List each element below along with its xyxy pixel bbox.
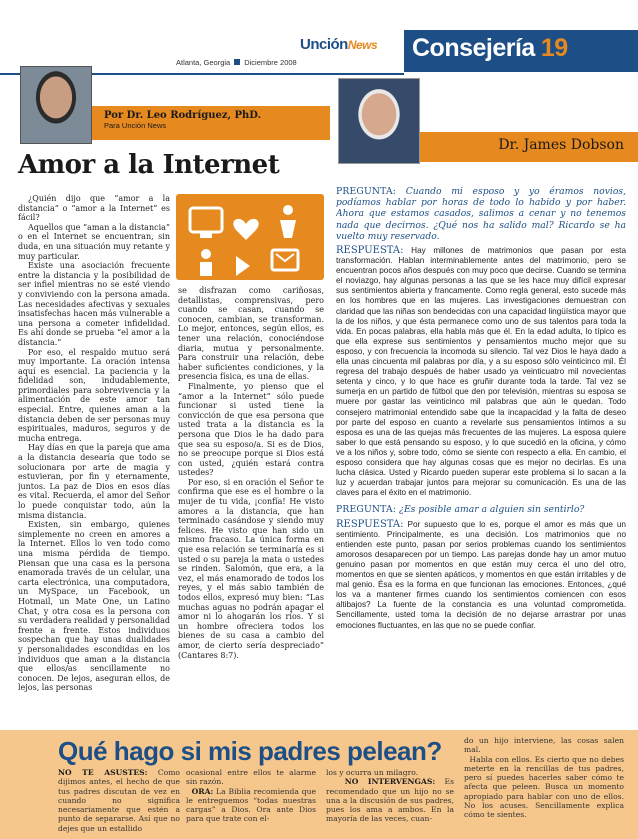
paragraph: Por eso, el respaldo mutuo será muy importante. La oración intensa aquí es esencial. La paciencia y la fidelidad son, indudablemente, primordiales para sobrevivencia y la alimentación de este amor tan especial. Entre, quienes aman a la distancia deben de ser personas muy espirituales, maduros, seguros y de mucha entrega. bbox=[18, 347, 170, 443]
answer-label: RESPUESTA: bbox=[336, 245, 404, 257]
question-label: PREGUNTA: bbox=[336, 186, 397, 197]
sidebar-column-4 bbox=[464, 736, 624, 834]
paragraph: Hay días en que la pareja que ama a la distancia desearía que todo se solucionara por arte de magia y estuvieran, por fin y eternamente, juntos. La paz de Dios en esos días es vital. Recuerda, el amor del Señor lo puede conquistar todo, aún la misma distancia. bbox=[18, 443, 170, 520]
author-org: Para Unción News bbox=[104, 121, 167, 130]
question-1 bbox=[336, 186, 626, 242]
answer-text: Hay millones de matrimonios que pasan por esta transformación. Hablan interminablemente antes del matrimonio, pero se encuentran pocos años después con muy poco que decirse. Cuando se termina el noviazgo, hay algunas personas a las que se les hace muy difícil expresar sus sentimientos abierta y francamente. Como regla general, esto sucede más en los hombres que en las mujeres. Las investigaciones demuestran con claridad que las niñas son bendecidas con una capacidad lingüística mayor que la de los niños, y que ésta permanece como uno de sus talentos para toda la vida. En pocas palabras, ella habla más que él. En la edad adulta, lo típico es que ella exprese sus sentimientos y pensamientos mucho mejor que su esposo, y con frecuencia la incomoda su silencio. Tal vez Dios le haya dado a ella unas cincuenta mil palabras por día, y a su esposo sólo veinticinco mil. Él regresa del trabajo después de haber usado ya veinticuatro mil novecientas setenta y cinco, y lo que hace es gruñir durante toda la tarde. Tal vez se sumerja en un partido de fútbol que den por televisión, mientras su esposa se muere por gastar las veinticinco mil palabras que aún le quedan. Todo consejero matrimonial entendido sabe que la incapacidad y la falta de deseo por parte del esposo en cuanto a revelarle sus pensamientos íntimos a su esposa es una de las quejas más frecuentes de las mujeres. La esposa quiere saber lo que está pensando su esposo, y lo que sucedió en la oficina, y cómo ve a los niños y, sobre todo, cómo se siente con respecto a ella. En cambio, el esposo considera que hay algunas cosas que es mejor no decirlas. Es una lucha clásica. Usted y Ricardo pueden superar este problema si lo sacan a la luz y acuerdan trabajar juntos para mejorar su comunicación. Es una de las claves para el éxito en el matrimonio. bbox=[336, 246, 626, 498]
tip-label: NO TE ASUSTES: bbox=[58, 768, 148, 777]
article-column-1 bbox=[18, 194, 170, 726]
tip-text: Como dijimos antes, el hecho de que tus padres discutan de vez en cuando no significa necesariamente que estén a punto de separarse. Así que no dejes que un estallido bbox=[58, 768, 180, 833]
sidebar-column-3 bbox=[326, 768, 454, 834]
author-photo bbox=[20, 66, 92, 144]
sidebar-box bbox=[0, 730, 638, 839]
header-location: Atlanta, Georgia bbox=[176, 58, 231, 67]
section-name: Consejería bbox=[412, 34, 535, 62]
internet-icons-graphic bbox=[176, 194, 324, 280]
paragraph: Finalmente, yo pienso que el “amor a la Internet” sólo puede funcionar si usted tiene la convicción de que esa persona que usted trata a la distancia es la persona que Dios le ha dado para que sea su esposo/a. Si es de Dios, no se preocupe porque si Dios está con usted, ¿quién estará contra ustedes? bbox=[178, 381, 324, 478]
author-byline bbox=[92, 106, 330, 140]
tip-text: Es recomendado que un hijo no se una a la discusión de sus padres, pues los ama a ambos. En la mayoría de las veces, cuan- bbox=[326, 777, 454, 824]
tip-text: Habla con ellos. Es cierto que no debes meterte en la rencillas de tus padres, pero sí puedes hacerles saber cómo te afecta que peleen. Busca un momento apropiado para hablar con uno de ellos. No los acuses. Sencillamente explica cómo te sientes. bbox=[464, 754, 624, 820]
paragraph: Existen, sin embargo, quienes simplemente no creen en amores a la Internet. Ellos lo ven todo como una misma pérdida de tiempo. Piensan que una casa es la persona enamorada través de un celular, una carta electrónica, una computadora, un MySpace, un Facebook, un Hotmail, un Mate One, un Latino Chat, y otra cosa es la persona con su verdadera realidad y personalidad frente a frente. Estos individuos sospechan que hay unas dualidades y personalidades escondidas en los individuos que aman a la distancia que ellos/as sencillamente no conocen. De lejos, aseguran ellos, de lejos, las personas bbox=[18, 520, 170, 693]
tip-text: do un hijo interviene, las cosas salen mal. bbox=[464, 736, 624, 755]
tip-text: La Biblia recomienda que le entreguemos “todas nuestras cargas” a Dios. Ora ante Dios para que trate con el- bbox=[186, 786, 316, 824]
columnist-photo bbox=[338, 78, 420, 164]
page-number: 19 bbox=[540, 34, 568, 62]
paragraph: Por eso, si en oración el Señor te confirma que ese es el hombre o la mujer de tu vida, ¡confía! He visto amores a la distancia, que han terminado casándose y siendo muy felices. He visto que han sido un mismo fracaso. La única forma en que esa relación se terminaría es si usted o su pareja la mata o ustedes se rinden. Salomón, que era, a la vez, el más enamorado de todos los reyes, y el más sabio también de todos ellos, expresó muy bien: “Las muchas aguas no podrán apagar el amor ni lo ahogarán los ríos. Y si un hombre ofreciera todos los bienes de su casa a cambio del amor, de cierto sería despreciado” (Cantares 8:7). bbox=[178, 477, 324, 660]
answer-text: Por supuesto que lo es, porque el amor es más que un sentimiento. Principalmente, es una decisión. Los matrimonios que no entienden este punto, pasan por serios problemas cuando los sentimientos amorosos desaparecen por un tiempo. Las parejas donde hay un amor mutuo genuino pasan por momentos en que están muy cerca el uno del otro, momentos en que se sienten apáticos, y momentos en que están irritables y de mal genio. Ésa es la forma en que funcionan las emociones. Entonces, ¿qué los va a mantener firmes cuando los sentimientos comiencen con esos altibajos? La fuente de la constancia es una voluntad comprometida. Sencillamente, usted toma la decisión de no dejarse arrastrar por unas emociones fluctuantes, en las que no se puede confiar. bbox=[336, 519, 626, 630]
qa-column bbox=[336, 186, 626, 726]
header-dateline bbox=[176, 58, 386, 67]
sidebar-column-1 bbox=[58, 768, 180, 834]
sidebar-title: Qué hago si mis padres pelean? bbox=[58, 736, 442, 766]
tip-text: los y ocurra un milagro. bbox=[326, 768, 419, 777]
paragraph: ¿Quién dijo que “amor a la distancia” o “amor a la Internet” es fácil? bbox=[18, 194, 170, 223]
question-label: PREGUNTA: bbox=[336, 504, 397, 516]
question-2 bbox=[336, 504, 626, 515]
paragraph: Aquellos que “aman a la distancia” o en el Internet se encuentran, sin duda, en una situación muy retante y muy particular. bbox=[18, 222, 170, 261]
article-column-2 bbox=[178, 286, 324, 726]
tip-label: ORA: bbox=[191, 786, 214, 796]
section-banner bbox=[404, 30, 638, 72]
header-date: Diciembre 2008 bbox=[244, 58, 297, 67]
columnist-name: Dr. James Dobson bbox=[420, 132, 638, 162]
tip-text: ocasional entre ellos te alarme sin razón. bbox=[186, 768, 316, 787]
brand-logo: UnciónNews bbox=[300, 36, 378, 53]
tip-label: NO INTERVENGAS: bbox=[344, 777, 436, 787]
paragraph: se disfrazan como cariñosas, detallistas, comprensivas, pero cuando se casan, cuando se conocen, cambian, se transforman. Lo mejor, entonces, según ellos, es tener una relación, conociéndose diaria, mutua y personalmente. Para construir una relación, debe haber suficientes condiciones, y la presencia física, es una de ellas. bbox=[178, 286, 324, 382]
answer-label: RESPUESTA: bbox=[336, 518, 404, 530]
author-name: Por Dr. Leo Rodríguez, PhD. bbox=[104, 110, 262, 121]
sidebar-column-2 bbox=[186, 768, 316, 834]
square-bullet-icon bbox=[234, 59, 240, 65]
paragraph: Existe una asociación frecuente entre la distancia y la posibilidad de ser infiel mientras no se esté viendo y conviviendo con la persona amada. Las necesidades afectivas y sexuales insatisfechas hacen más vulnerable a una persona a cometer infidelidad. Es ahí donde se prueba “el amor a la distancia.” bbox=[18, 261, 170, 347]
answer-2 bbox=[336, 520, 626, 631]
answer-1 bbox=[336, 246, 626, 498]
internet-love-illustration bbox=[176, 194, 324, 280]
question-text: Cuando mi esposo y yo éramos novios, podíamos hablar por horas de todo lo habido y por haber. Ahora que estamos casados, salimos a cenar y no tenemos nada que decirnos. ¿Qué nos ha salido mal? Ricardo se ha vuelto muy reservado. bbox=[336, 186, 626, 242]
question-text: ¿Es posible amar a alguien sin sentirlo? bbox=[399, 504, 585, 516]
article-title: Amor a la Internet bbox=[18, 150, 280, 180]
